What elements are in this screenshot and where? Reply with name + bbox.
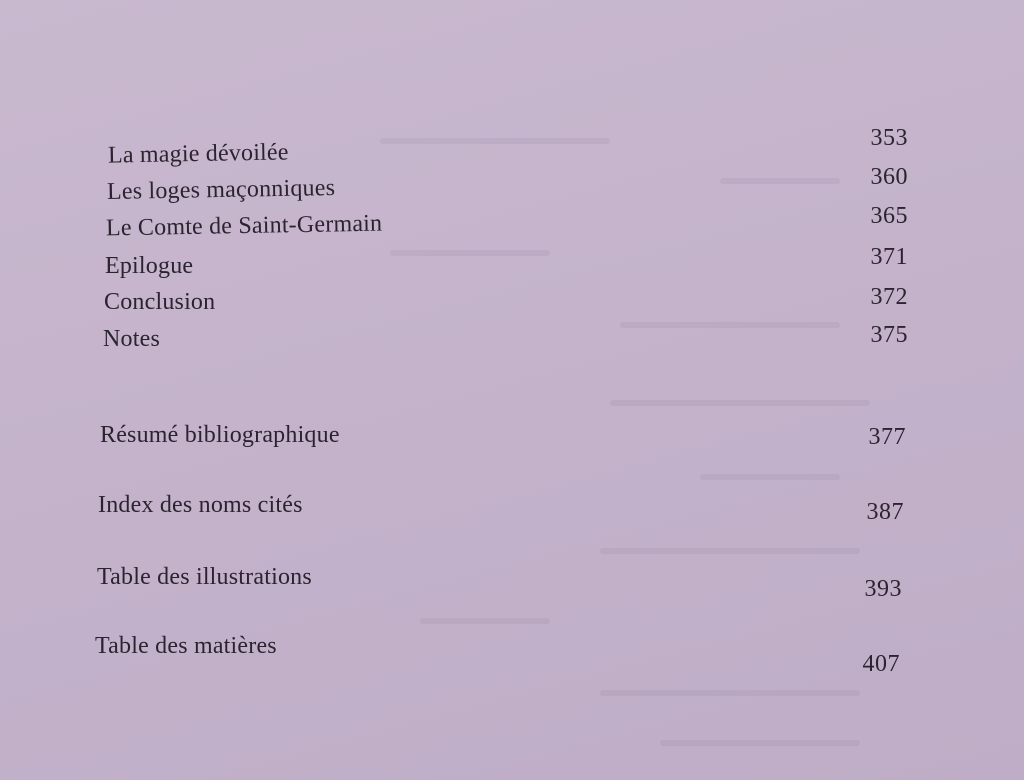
toc-entry-title: Notes xyxy=(103,326,160,352)
show-through-line xyxy=(620,322,840,328)
toc-entry-page: 371 xyxy=(870,244,908,270)
toc-entry-title: Epilogue xyxy=(105,253,194,279)
show-through-line xyxy=(660,740,860,746)
toc-entry-title: Table des matières xyxy=(95,633,277,659)
toc-entry-title: Les loges maçonniques xyxy=(106,175,336,205)
toc-entry-title: Table des illustrations xyxy=(97,564,312,590)
show-through-line xyxy=(380,138,610,144)
toc-entry-title: Conclusion xyxy=(104,289,216,315)
toc-entry-page: 365 xyxy=(870,203,908,229)
show-through-line xyxy=(720,178,840,184)
toc-entry-title: Index des noms cités xyxy=(98,492,303,518)
show-through-line xyxy=(600,690,860,696)
toc-entry-page: 372 xyxy=(870,284,908,310)
toc-entry-title: La magie dévoilée xyxy=(107,139,289,169)
show-through-line xyxy=(700,474,840,480)
show-through-line xyxy=(420,618,550,624)
toc-entry-page: 387 xyxy=(866,499,904,525)
toc-entry-page: 360 xyxy=(870,164,908,190)
toc-entry-page: 393 xyxy=(864,576,902,602)
toc-entry-page: 377 xyxy=(868,424,906,450)
toc-entry-title: Résumé bibliographique xyxy=(100,422,340,448)
toc-entry-page: 353 xyxy=(870,125,908,151)
toc-entry-page: 375 xyxy=(870,322,908,348)
show-through-line xyxy=(600,548,860,554)
show-through-line xyxy=(390,250,550,256)
toc-entry-page: 407 xyxy=(862,651,900,677)
show-through-line xyxy=(610,400,870,406)
toc-entry-title: Le Comte de Saint-Germain xyxy=(105,210,383,242)
